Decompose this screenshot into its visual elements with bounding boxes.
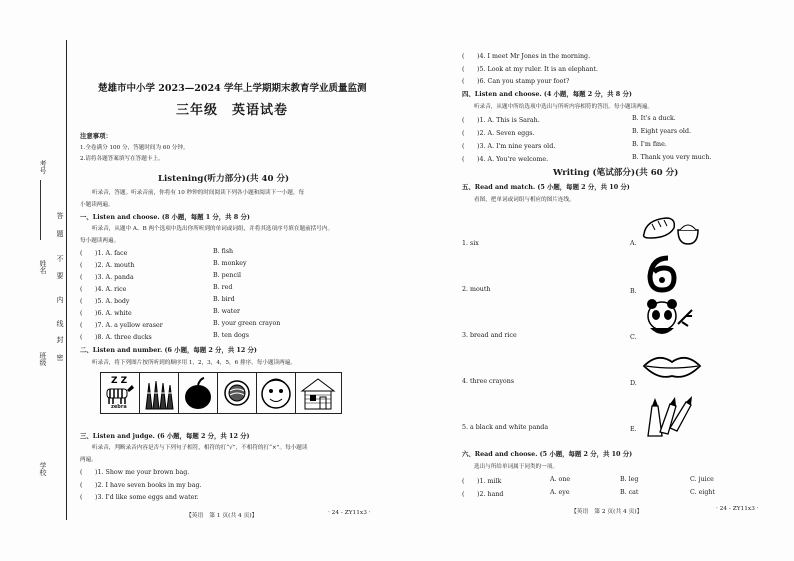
- apple-picture: [178, 372, 218, 414]
- judge-item: ( )6. Can you stamp your foot?: [462, 78, 570, 85]
- match-item: 5. a black and white panda: [462, 424, 549, 431]
- judge-item: ( )2. I have seven books in my bag.: [80, 482, 202, 489]
- choose-item: ( )2. hand: [462, 491, 504, 498]
- seal-char: 密: [56, 354, 64, 361]
- option-b: B. Eight years old.: [632, 128, 691, 135]
- match-item: 4. three crayons: [462, 378, 514, 385]
- footer-code: · 24 - ZY11x3 ·: [716, 506, 759, 512]
- page-footer: 【英语 第 1 页(共 4 页)】: [186, 513, 258, 519]
- question-item: ( )4. A. rice: [80, 286, 127, 293]
- section-6-instr: 选出与所给单词属于同类的一项。: [474, 464, 558, 470]
- match-letter: C.: [630, 334, 637, 341]
- option-b: B. It's a duck.: [632, 115, 676, 122]
- match-item: 1. six: [462, 240, 479, 247]
- option-b: B. water: [213, 308, 241, 315]
- judge-item: ( )1. Show me your brown bag.: [80, 469, 190, 476]
- notice-line: 1.全卷满分 100 分，答题时间为 60 分钟。: [80, 145, 189, 151]
- binding-margin: [0, 0, 68, 561]
- noodles-picture: [217, 372, 257, 414]
- section-3-title: 三、Listen and judge. (6 小题，每题 2 分，共 12 分): [80, 432, 250, 440]
- binding-line: [66, 40, 67, 520]
- listening-intro: 听录音，答题。听录音前，你将有 10 秒钟的时间阅读下列各小题和阅读下一小题。每: [92, 190, 305, 196]
- notice-title: 注意事项：: [80, 132, 112, 140]
- section-5-title: 五、Read and match. (5 小题，每题 2 分，共 10 分): [462, 183, 630, 191]
- judge-item: ( )3. I'd like some eggs and water.: [80, 494, 199, 501]
- exam-title: 楚雄市中小学 2023—2024 学年上学期期末教育学业质量监测: [98, 83, 367, 94]
- option-b: B. pencil: [213, 272, 241, 279]
- seal-char: 答: [56, 212, 64, 219]
- page-footer: 【英语 第 2 页(共 4 页)】: [571, 509, 643, 515]
- seal-char: 内: [56, 296, 64, 303]
- option-b: B. red: [213, 284, 233, 291]
- listening-title: Listening(听力部分)(共 40 分): [158, 174, 290, 184]
- option-b: B. ten dogs: [213, 332, 250, 339]
- option-b: B. your green crayon: [213, 320, 281, 327]
- option-b: B. cat: [620, 489, 639, 496]
- noodles-icon: [218, 373, 256, 413]
- exam-number-label: 考号: [39, 160, 47, 174]
- face-icon: [257, 373, 295, 413]
- option-a: A. eye: [550, 489, 570, 496]
- class-label: 班级: [39, 352, 47, 366]
- bread-rice-icon: [638, 208, 702, 248]
- section-4-instr: 听录音，从题中所给选项中选出与所听内容相符的答语。每小题读两遍。: [474, 104, 654, 110]
- question-item: ( )8. A. three ducks: [80, 334, 152, 341]
- question-item: ( )2. A. Seven eggs.: [462, 130, 535, 137]
- question-item: ( )3. A. I'm nine years old.: [462, 143, 556, 150]
- crayons-picture: [139, 372, 179, 414]
- seal-char: 题: [56, 230, 64, 237]
- match-item: 3. bread and rice: [462, 332, 517, 339]
- seal-char: 封: [56, 336, 64, 343]
- question-item: ( )4. A. You're welcome.: [462, 156, 549, 163]
- question-item: ( )5. A. body: [80, 298, 130, 305]
- panda-icon: [640, 296, 696, 340]
- option-b: B. I'm fine.: [632, 141, 667, 148]
- section-3-instr: 两遍。: [80, 457, 97, 463]
- zebra-word: zebra: [111, 404, 127, 410]
- crayons-icon: [140, 373, 178, 413]
- house-picture: [295, 372, 342, 414]
- option-c: C. juice: [690, 476, 714, 483]
- match-letter: B.: [630, 288, 637, 295]
- notice-line: 2.请将各题答案填写在答题卡上。: [80, 156, 164, 162]
- seal-char: 线: [56, 320, 64, 327]
- match-item: 2. mouth: [462, 286, 491, 293]
- seal-char: 要: [56, 272, 64, 279]
- question-item: ( )2. A. mouth: [80, 262, 135, 269]
- svg-text:Z Z: Z Z: [111, 376, 128, 386]
- option-b: B. monkey: [213, 260, 247, 267]
- match-letter: E.: [630, 426, 637, 433]
- section-1-instr: 每小题读两遍。: [80, 238, 120, 244]
- exam-subtitle: 三年级 英语试卷: [176, 103, 289, 118]
- name-label: 姓名: [39, 260, 47, 274]
- match-letter: A.: [630, 240, 637, 247]
- option-b: B. bird: [213, 296, 235, 303]
- option-b: B. Thank you very much.: [632, 154, 712, 161]
- section-4-title: 四、Listen and choose. (4 小题，每题 2 分，共 8 分): [462, 90, 632, 98]
- writing-title: Writing (笔试部分)(共 60 分): [553, 168, 679, 178]
- house-icon: [296, 373, 341, 413]
- question-item: ( )1. A. face: [80, 250, 128, 257]
- section-1-title: 一、Listen and choose. (8 小题，每题 1 分，共 8 分): [80, 213, 250, 221]
- question-item: ( )1. A. This is Sarah.: [462, 117, 540, 124]
- zebra-picture: [100, 372, 140, 414]
- number-six-icon: [642, 252, 682, 296]
- option-c: C. eight: [690, 489, 715, 496]
- section-6-title: 六、Read and choose. (5 小题，每题 2 分，共 10 分): [462, 450, 633, 458]
- section-1-instr: 听录音，从题中 A、B 两个选项中选出你所听到的单词或词组，并将其选项序号填在题前括号内。: [92, 226, 334, 232]
- option-b: B. fish: [213, 248, 234, 255]
- question-item: ( )6. A. white: [80, 310, 132, 317]
- question-item: ( )3. A. panda: [80, 274, 134, 281]
- seal-char: 不: [56, 255, 64, 262]
- section-3-instr: 听录音，判断录音内容是否与下列句子相符，相符的打“√”，不相符的打“×”。每小题读: [92, 445, 308, 451]
- school-label: 学校: [39, 462, 47, 476]
- option-b: B. leg: [620, 476, 639, 483]
- apple-icon: [179, 373, 217, 413]
- section-2-instr: 听录音，将下列图片按所听到的顺序用 1，2，3，4，5，6 排序。每小题读两遍。: [92, 360, 296, 366]
- choose-item: ( )1. milk: [462, 478, 502, 485]
- option-a: A. one: [550, 476, 571, 483]
- mouth-icon: [640, 352, 704, 382]
- question-item: ( )7. A. a yellow eraser: [80, 322, 163, 329]
- face-picture: [256, 372, 296, 414]
- judge-item: ( )4. I meet Mr Jones in the morning.: [462, 53, 591, 60]
- section-2-title: 二、Listen and number. (6 小题，每题 2 分，共 12 分): [80, 346, 257, 354]
- footer-code: · 24 - ZY11x3 ·: [328, 510, 371, 516]
- crayons-icon: [640, 388, 696, 438]
- listening-intro: 小题读两遍。: [80, 202, 114, 208]
- match-letter: D.: [630, 380, 637, 387]
- judge-item: ( )5. Look at my ruler. It is an elephant.: [462, 66, 599, 73]
- section-5-instr: 看图，把单词或词组与相应的图片连线。: [474, 197, 575, 203]
